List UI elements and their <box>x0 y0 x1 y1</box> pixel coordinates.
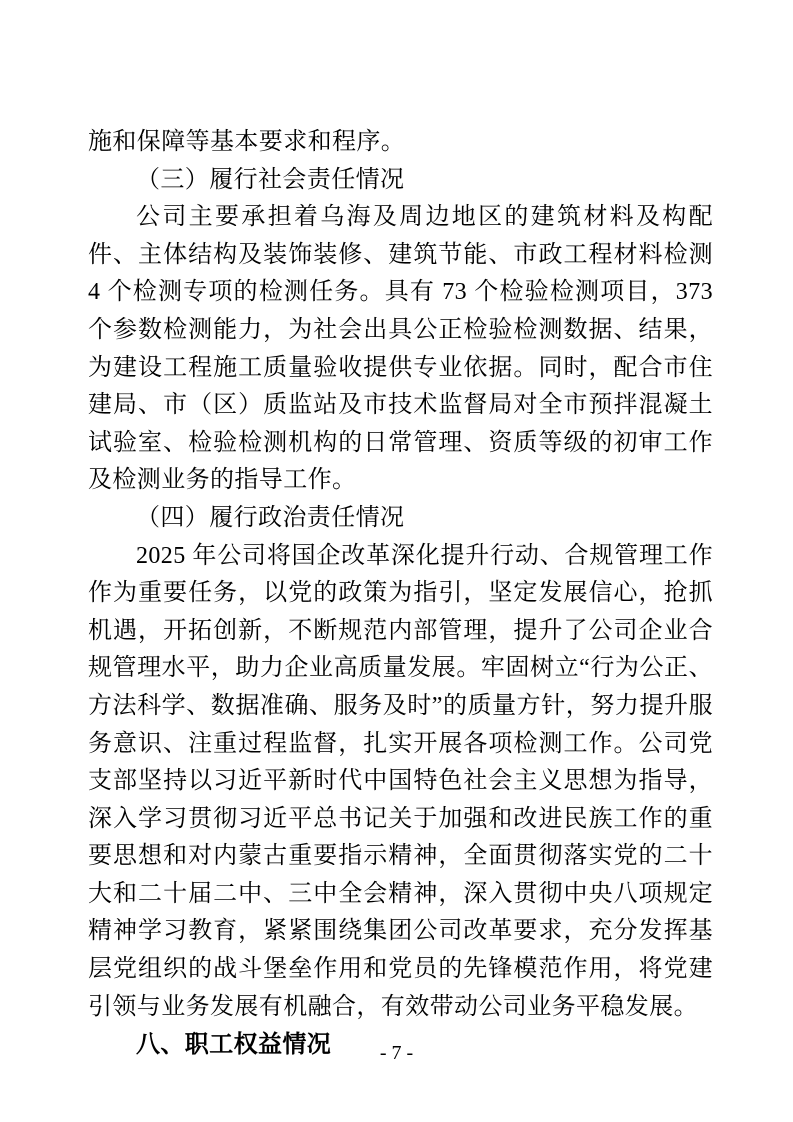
subsection-heading-political-responsibility: （四）履行政治责任情况 <box>136 504 405 531</box>
paragraph-political-responsibility: 2025 年公司将国企改革深化提升行动、合规管理工作作为重要任务，以党的政策为指引，坚定发展信心，抢抓机遇，开拓创新，不断规范内部管理，提升了公司企业合规管理水平，助力企业高质量发展。牢固树立“行为公正、方法科学、数据准确、服务及时”的质量方针，努力提升服务意识、注重过程监督，扎实开展各项检测工作。公司党支部坚持以习近平新时代中国特色社会主义思想为指导，深入学习贯彻习近平总书记关于加强和改进民族工作的重要思想和对内蒙古重要指示精神，全面贯彻落实党的二十大和二十届二中、三中全会精神，深入贯彻中央八项规定精神学习教育，紧紧围绕集团公司改革要求，充分发挥基层党组织的战斗堡垒作用和党员的先锋模范作用，将党建引领与业务发展有机融合，有效带动公司业务平稳发展。 <box>88 542 713 1020</box>
page-number: - 7 - <box>379 1042 414 1064</box>
subsection-heading-social-responsibility: （三）履行社会责任情况 <box>136 166 405 193</box>
section-heading-employee-rights: 八、职工权益情况 <box>136 1031 332 1059</box>
paragraph-social-responsibility: 公司主要承担着乌海及周边地区的建筑材料及构配件、主体结构及装饰装修、建筑节能、市政工程材料检测 4 个检测专项的检测任务。具有 73 个检验检测项目，373 个参数检测能力，为社会出具公正检验检测数据、结果，为建设工程施工质量验收提供专业依据。同时，配合市住建局、市（区）质监站及市技术监督局对全市预拌混凝土试验室、检验检测机构的日常管理、资质等级的初审工作及检测业务的指导工作。 <box>88 204 713 494</box>
paragraph-continuation: 施和保障等基本要求和程序。 <box>88 129 406 155</box>
document-body <box>88 124 713 1064</box>
